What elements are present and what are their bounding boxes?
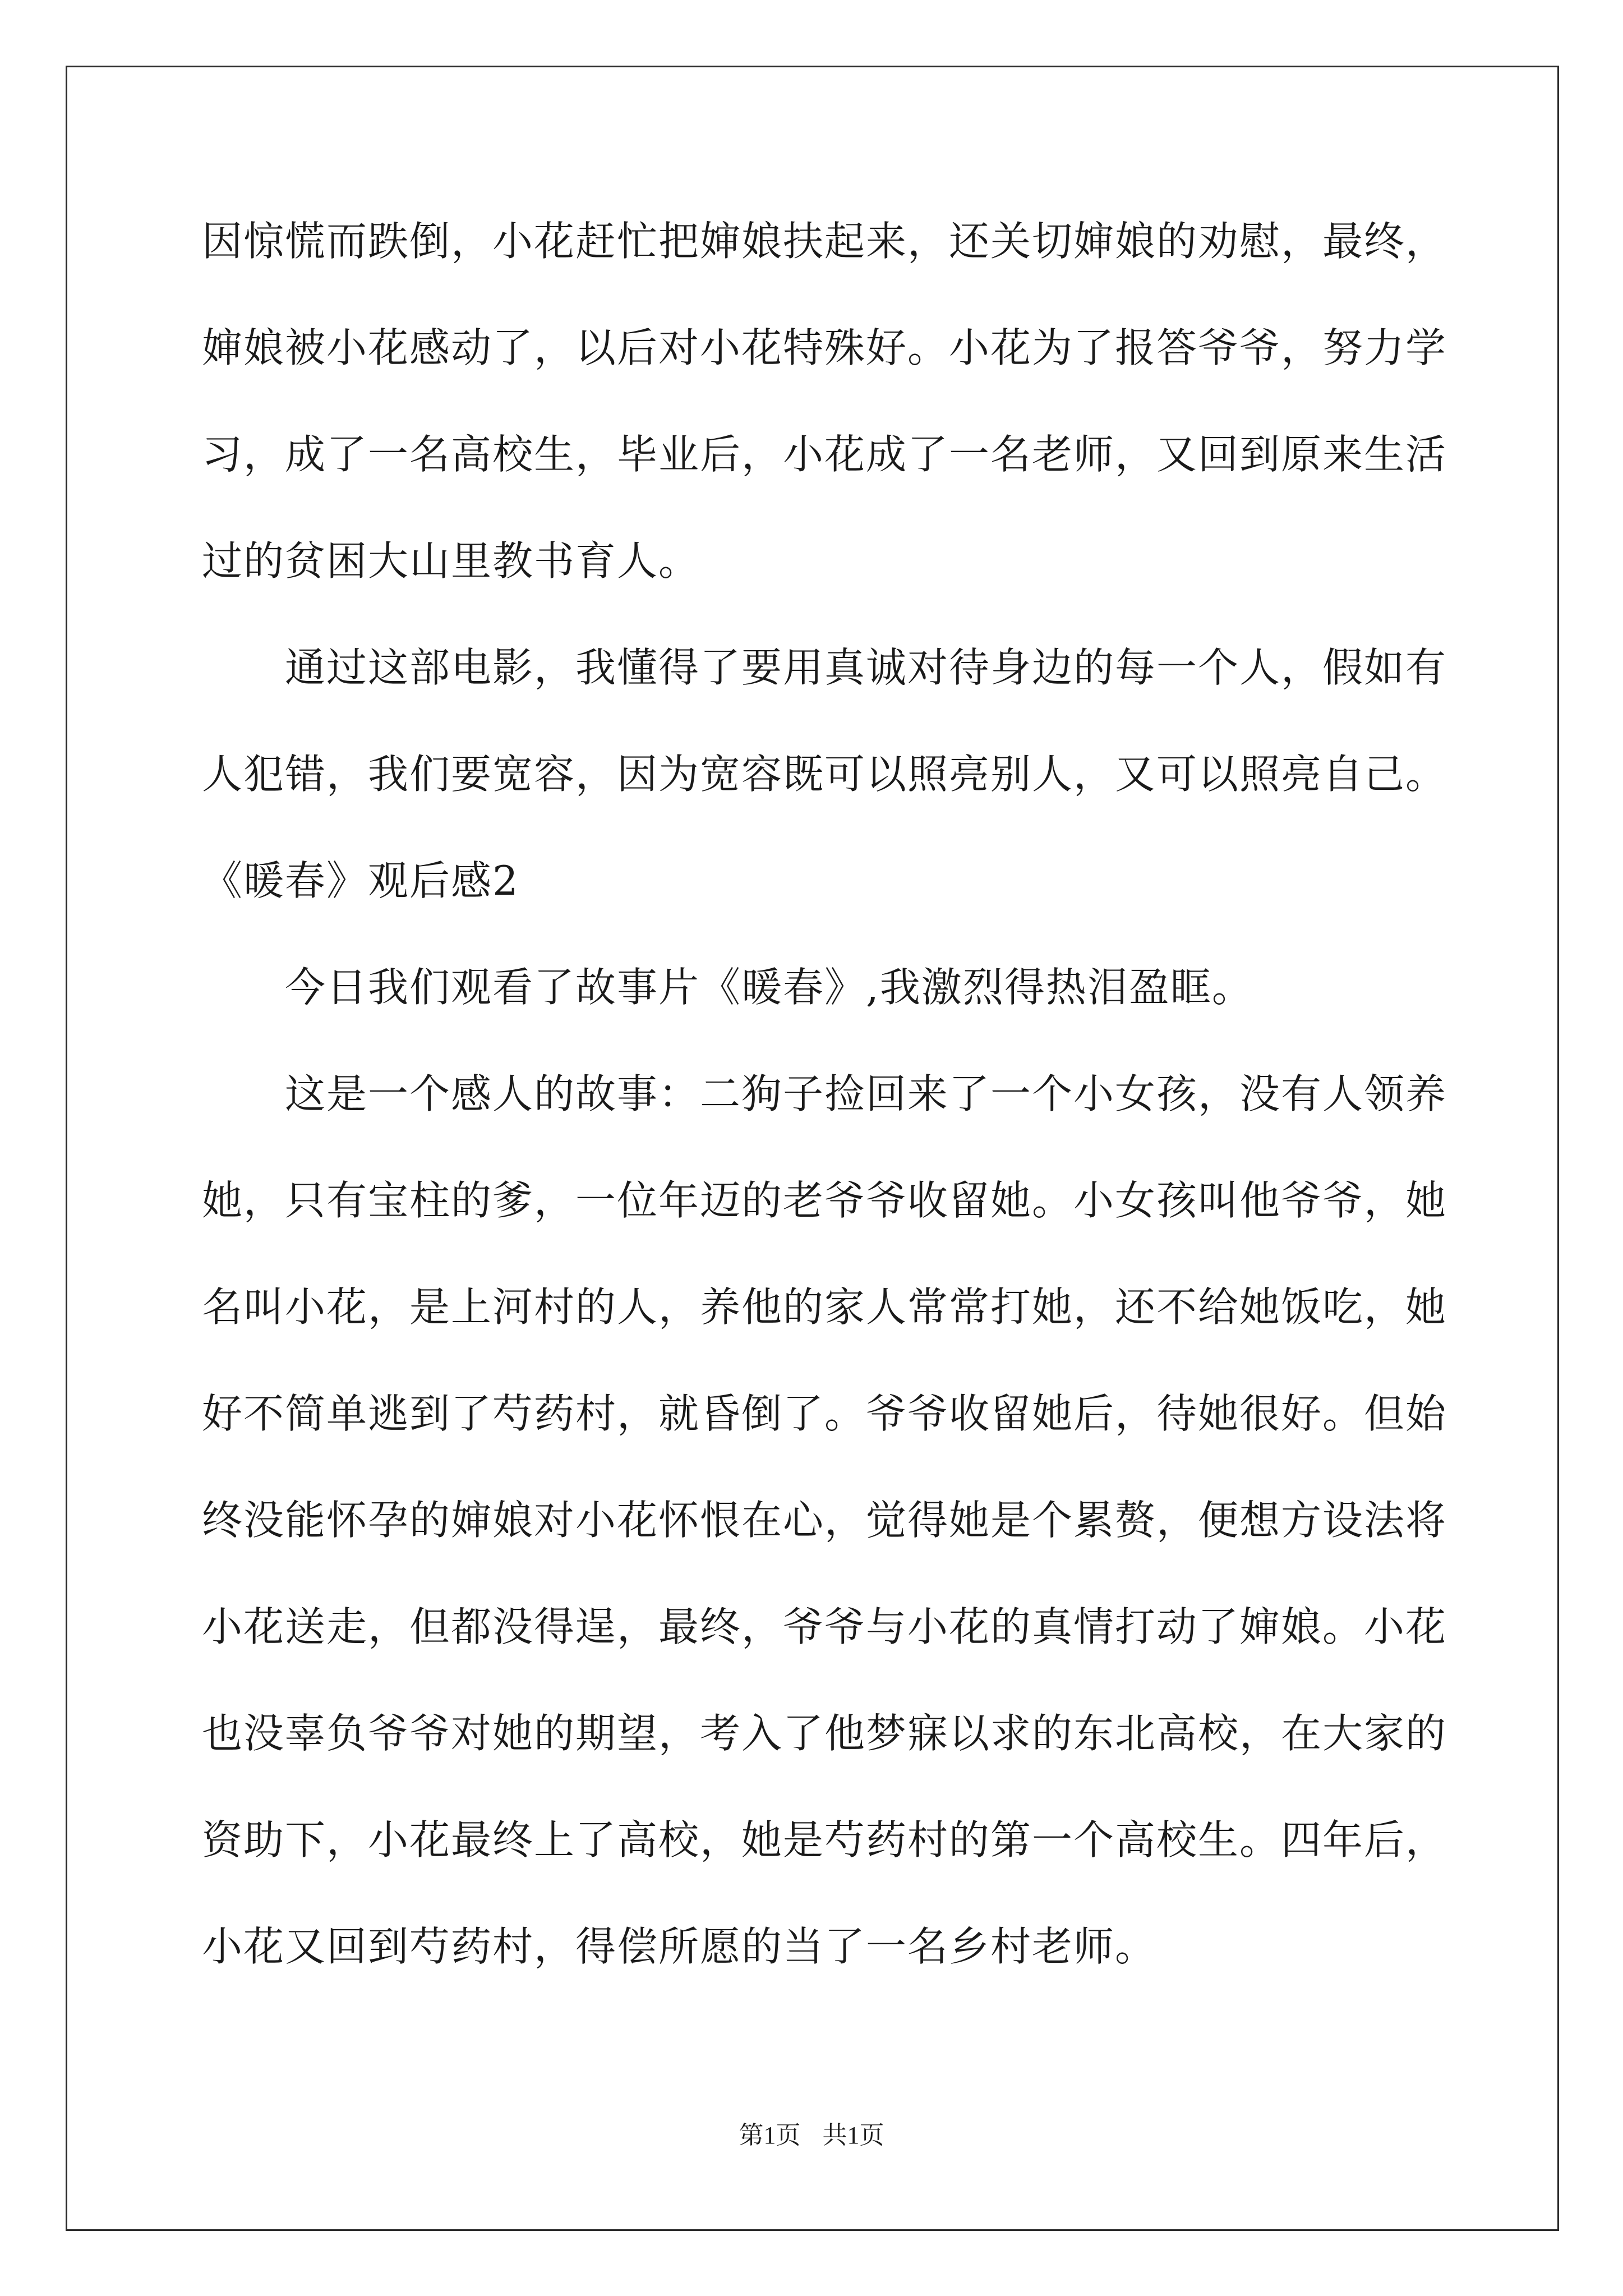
- text-line: 终没能怀孕的婶娘对小花怀恨在心，觉得她是个累赘，便想方设法将: [202, 1497, 1447, 1544]
- text-line: 因惊慌而跌倒，小花赶忙把婶娘扶起来，还关切婶娘的劝慰，最终，: [202, 218, 1447, 265]
- text-line: 小花送走，但都没得逞，最终，爷爷与小花的真情打动了婶娘。小花: [202, 1603, 1447, 1650]
- text-line: 人犯错，我们要宽容，因为宽容既可以照亮别人，又可以照亮自己。: [202, 751, 1447, 798]
- page-footer: [0, 2115, 1623, 2151]
- text-line: 她，只有宝柱的爹，一位年迈的老爷爷收留她。小女孩叫他爷爷，她: [202, 1177, 1447, 1224]
- text-line: 这是一个感人的故事：二狗子捡回来了一个小女孩，没有人领养: [202, 1070, 1447, 1117]
- text-line: 资助下，小花最终上了高校，她是芍药村的第一个高校生。四年后，: [202, 1816, 1447, 1864]
- section-heading: 《暖春》观后感2: [202, 857, 519, 904]
- text-line: 婶娘被小花感动了，以后对小花特殊好。小花为了报答爷爷，努力学: [202, 324, 1447, 371]
- text-line: 名叫小花，是上河村的人，养他的家人常常打她，还不给她饭吃，她: [202, 1283, 1447, 1331]
- text-line: 通过这部电影，我懂得了要用真诚对待身边的每一个人，假如有: [202, 644, 1447, 691]
- total-pages: 共1页: [822, 2122, 884, 2149]
- text-line: 过的贫困大山里教书育人。: [202, 537, 700, 585]
- page-border: [66, 66, 1559, 2231]
- text-line: 也没辜负爷爷对她的期望，考入了他梦寐以求的东北高校，在大家的: [202, 1710, 1447, 1757]
- text-line: 习，成了一名高校生，毕业后，小花成了一名老师，又回到原来生活: [202, 431, 1447, 478]
- page-number: 第1页: [739, 2122, 801, 2149]
- text-line: 今日我们观看了故事片《暖春》,我激烈得热泪盈眶。: [202, 964, 1253, 1011]
- text-line: 好不简单逃到了芍药村，就昏倒了。爷爷收留她后，待她很好。但始: [202, 1390, 1447, 1437]
- text-line: 小花又回到芍药村，得偿所愿的当了一名乡村老师。: [202, 1923, 1157, 1970]
